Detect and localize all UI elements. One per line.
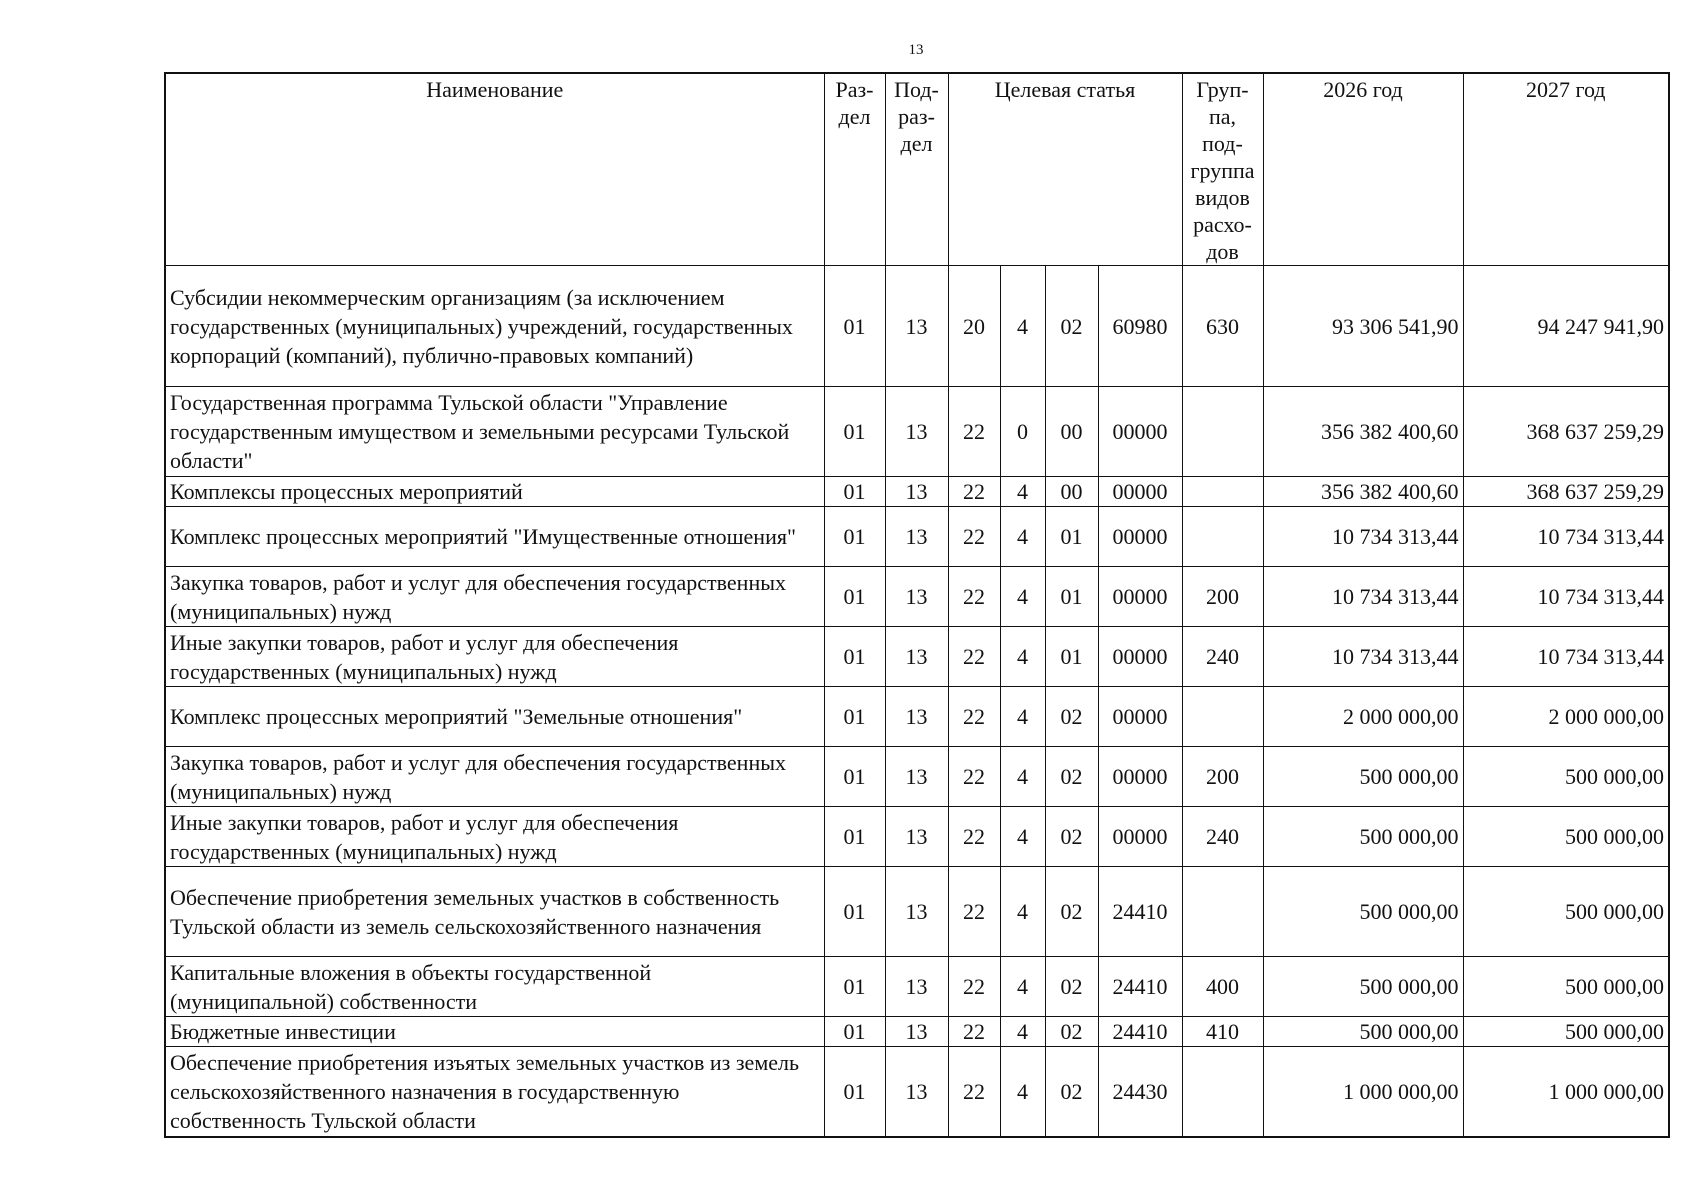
cell-target-type: 4 (1000, 627, 1045, 687)
budget-table (164, 72, 1670, 1138)
cell-target-type: 4 (1000, 687, 1045, 747)
cell-section: 01 (824, 477, 885, 507)
cell-name: Капитальные вложения в объекты государственной (муниципальной) собственности (165, 957, 824, 1017)
cell-target-program: 22 (948, 507, 1000, 567)
cell-target-element: 02 (1045, 807, 1098, 867)
cell-amount-2027: 2 000 000,00 (1463, 687, 1669, 747)
cell-target-direction: 00000 (1098, 687, 1182, 747)
cell-amount-2026: 356 382 400,60 (1263, 387, 1463, 477)
cell-target-type: 4 (1000, 747, 1045, 807)
cell-name: Комплекс процессных мероприятий "Земельные отношения" (165, 687, 824, 747)
table-row (165, 1047, 1669, 1137)
cell-expense-group (1182, 1047, 1263, 1137)
cell-subsection: 13 (885, 957, 948, 1017)
cell-target-element: 01 (1045, 507, 1098, 567)
cell-name: Субсидии некоммерческим организациям (за исключением государственных (муниципальных) учреждений, государственных корпораций (компаний), публично-правовых компаний) (165, 266, 824, 387)
cell-target-type: 4 (1000, 477, 1045, 507)
cell-section: 01 (824, 507, 885, 567)
cell-target-element: 01 (1045, 567, 1098, 627)
cell-target-element: 00 (1045, 477, 1098, 507)
cell-subsection: 13 (885, 567, 948, 627)
cell-name: Закупка товаров, работ и услуг для обеспечения государственных (муниципальных) нужд (165, 747, 824, 807)
cell-target-program: 22 (948, 1047, 1000, 1137)
cell-target-type: 4 (1000, 507, 1045, 567)
cell-section: 01 (824, 957, 885, 1017)
cell-amount-2026: 500 000,00 (1263, 957, 1463, 1017)
cell-target-direction: 60980 (1098, 266, 1182, 387)
cell-name: Иные закупки товаров, работ и услуг для обеспечения государственных (муниципальных) нужд (165, 807, 824, 867)
cell-name: Обеспечение приобретения земельных участков в собственность Тульской области из земель сельскохозяйственного назначения (165, 867, 824, 957)
cell-target-direction: 24410 (1098, 957, 1182, 1017)
cell-amount-2027: 500 000,00 (1463, 957, 1669, 1017)
cell-amount-2026: 356 382 400,60 (1263, 477, 1463, 507)
cell-subsection: 13 (885, 867, 948, 957)
cell-expense-group: 240 (1182, 627, 1263, 687)
cell-amount-2027: 500 000,00 (1463, 807, 1669, 867)
cell-amount-2026: 10 734 313,44 (1263, 507, 1463, 567)
header-subsection: Под- раз- дел (885, 73, 948, 266)
cell-section: 01 (824, 807, 885, 867)
cell-amount-2027: 368 637 259,29 (1463, 477, 1669, 507)
cell-target-direction: 24410 (1098, 867, 1182, 957)
cell-expense-group (1182, 387, 1263, 477)
cell-amount-2026: 500 000,00 (1263, 747, 1463, 807)
cell-expense-group: 400 (1182, 957, 1263, 1017)
cell-target-program: 22 (948, 477, 1000, 507)
cell-target-type: 4 (1000, 567, 1045, 627)
cell-target-type: 4 (1000, 957, 1045, 1017)
cell-expense-group (1182, 477, 1263, 507)
cell-expense-group: 200 (1182, 747, 1263, 807)
cell-target-element: 02 (1045, 957, 1098, 1017)
cell-name: Государственная программа Тульской области "Управление государственным имуществом и земельными ресурсами Тульской области" (165, 387, 824, 477)
cell-target-element: 02 (1045, 687, 1098, 747)
cell-subsection: 13 (885, 627, 948, 687)
cell-amount-2026: 500 000,00 (1263, 1017, 1463, 1047)
table-row (165, 867, 1669, 957)
cell-name: Комплекс процессных мероприятий "Имущественные отношения" (165, 507, 824, 567)
cell-target-program: 22 (948, 1017, 1000, 1047)
cell-expense-group: 200 (1182, 567, 1263, 627)
cell-subsection: 13 (885, 807, 948, 867)
cell-target-element: 02 (1045, 747, 1098, 807)
table-row (165, 387, 1669, 477)
cell-section: 01 (824, 867, 885, 957)
cell-expense-group: 240 (1182, 807, 1263, 867)
cell-target-element: 01 (1045, 627, 1098, 687)
cell-target-element: 02 (1045, 1017, 1098, 1047)
header-expense-group: Груп- па, под- группа видов расхо- дов (1182, 73, 1263, 266)
cell-section: 01 (824, 567, 885, 627)
cell-subsection: 13 (885, 477, 948, 507)
table-row (165, 807, 1669, 867)
cell-section: 01 (824, 627, 885, 687)
table-row (165, 957, 1669, 1017)
cell-amount-2027: 500 000,00 (1463, 867, 1669, 957)
cell-target-program: 22 (948, 627, 1000, 687)
cell-target-type: 0 (1000, 387, 1045, 477)
cell-target-type: 4 (1000, 1017, 1045, 1047)
cell-subsection: 13 (885, 266, 948, 387)
header-year-2026: 2026 год (1263, 73, 1463, 266)
cell-section: 01 (824, 1017, 885, 1047)
cell-amount-2027: 500 000,00 (1463, 1017, 1669, 1047)
cell-amount-2026: 500 000,00 (1263, 807, 1463, 867)
cell-amount-2026: 2 000 000,00 (1263, 687, 1463, 747)
cell-amount-2027: 500 000,00 (1463, 747, 1669, 807)
table-row (165, 477, 1669, 507)
cell-name: Комплексы процессных мероприятий (165, 477, 824, 507)
cell-amount-2026: 500 000,00 (1263, 867, 1463, 957)
cell-expense-group: 630 (1182, 266, 1263, 387)
cell-expense-group (1182, 507, 1263, 567)
header-section: Раз- дел (824, 73, 885, 266)
cell-name: Иные закупки товаров, работ и услуг для обеспечения государственных (муниципальных) нужд (165, 627, 824, 687)
table-row (165, 266, 1669, 387)
cell-expense-group (1182, 687, 1263, 747)
header-target-article: Целевая статья (948, 73, 1182, 266)
cell-subsection: 13 (885, 1047, 948, 1137)
cell-subsection: 13 (885, 747, 948, 807)
cell-section: 01 (824, 1047, 885, 1137)
cell-target-direction: 00000 (1098, 507, 1182, 567)
table-header-row (165, 73, 1669, 266)
cell-target-program: 22 (948, 387, 1000, 477)
cell-subsection: 13 (885, 1017, 948, 1047)
cell-expense-group: 410 (1182, 1017, 1263, 1047)
table-row (165, 567, 1669, 627)
cell-name: Закупка товаров, работ и услуг для обеспечения государственных (муниципальных) нужд (165, 567, 824, 627)
cell-amount-2026: 10 734 313,44 (1263, 627, 1463, 687)
cell-target-type: 4 (1000, 1047, 1045, 1137)
cell-target-type: 4 (1000, 867, 1045, 957)
cell-subsection: 13 (885, 507, 948, 567)
header-year-2027: 2027 год (1463, 73, 1669, 266)
table-body (165, 266, 1669, 1137)
cell-amount-2026: 1 000 000,00 (1263, 1047, 1463, 1137)
cell-amount-2026: 10 734 313,44 (1263, 567, 1463, 627)
cell-target-direction: 00000 (1098, 747, 1182, 807)
cell-amount-2027: 10 734 313,44 (1463, 507, 1669, 567)
cell-name: Обеспечение приобретения изъятых земельных участков из земель сельскохозяйственного назначения в государственную собственность Тульской области (165, 1047, 824, 1137)
cell-subsection: 13 (885, 687, 948, 747)
cell-amount-2026: 93 306 541,90 (1263, 266, 1463, 387)
table-row (165, 627, 1669, 687)
cell-section: 01 (824, 687, 885, 747)
cell-amount-2027: 1 000 000,00 (1463, 1047, 1669, 1137)
cell-target-program: 22 (948, 957, 1000, 1017)
cell-target-program: 22 (948, 867, 1000, 957)
cell-target-direction: 24430 (1098, 1047, 1182, 1137)
cell-target-type: 4 (1000, 266, 1045, 387)
cell-section: 01 (824, 266, 885, 387)
cell-section: 01 (824, 387, 885, 477)
cell-target-direction: 00000 (1098, 627, 1182, 687)
cell-target-element: 00 (1045, 387, 1098, 477)
table-row (165, 687, 1669, 747)
cell-target-element: 02 (1045, 867, 1098, 957)
cell-subsection: 13 (885, 387, 948, 477)
cell-target-direction: 00000 (1098, 387, 1182, 477)
cell-amount-2027: 10 734 313,44 (1463, 567, 1669, 627)
cell-target-program: 22 (948, 567, 1000, 627)
table-row (165, 507, 1669, 567)
cell-amount-2027: 368 637 259,29 (1463, 387, 1669, 477)
cell-target-direction: 24410 (1098, 1017, 1182, 1047)
header-name: Наименование (165, 73, 824, 266)
table-row (165, 747, 1669, 807)
cell-section: 01 (824, 747, 885, 807)
cell-name: Бюджетные инвестиции (165, 1017, 824, 1047)
cell-target-program: 22 (948, 687, 1000, 747)
cell-target-program: 22 (948, 807, 1000, 867)
cell-target-program: 22 (948, 747, 1000, 807)
cell-amount-2027: 10 734 313,44 (1463, 627, 1669, 687)
cell-target-direction: 00000 (1098, 807, 1182, 867)
cell-target-direction: 00000 (1098, 567, 1182, 627)
cell-target-element: 02 (1045, 1047, 1098, 1137)
cell-target-program: 20 (948, 266, 1000, 387)
cell-amount-2027: 94 247 941,90 (1463, 266, 1669, 387)
table-row (165, 1017, 1669, 1047)
cell-expense-group (1182, 867, 1263, 957)
cell-target-direction: 00000 (1098, 477, 1182, 507)
page-number: 13 (908, 42, 924, 58)
cell-target-element: 02 (1045, 266, 1098, 387)
cell-target-type: 4 (1000, 807, 1045, 867)
